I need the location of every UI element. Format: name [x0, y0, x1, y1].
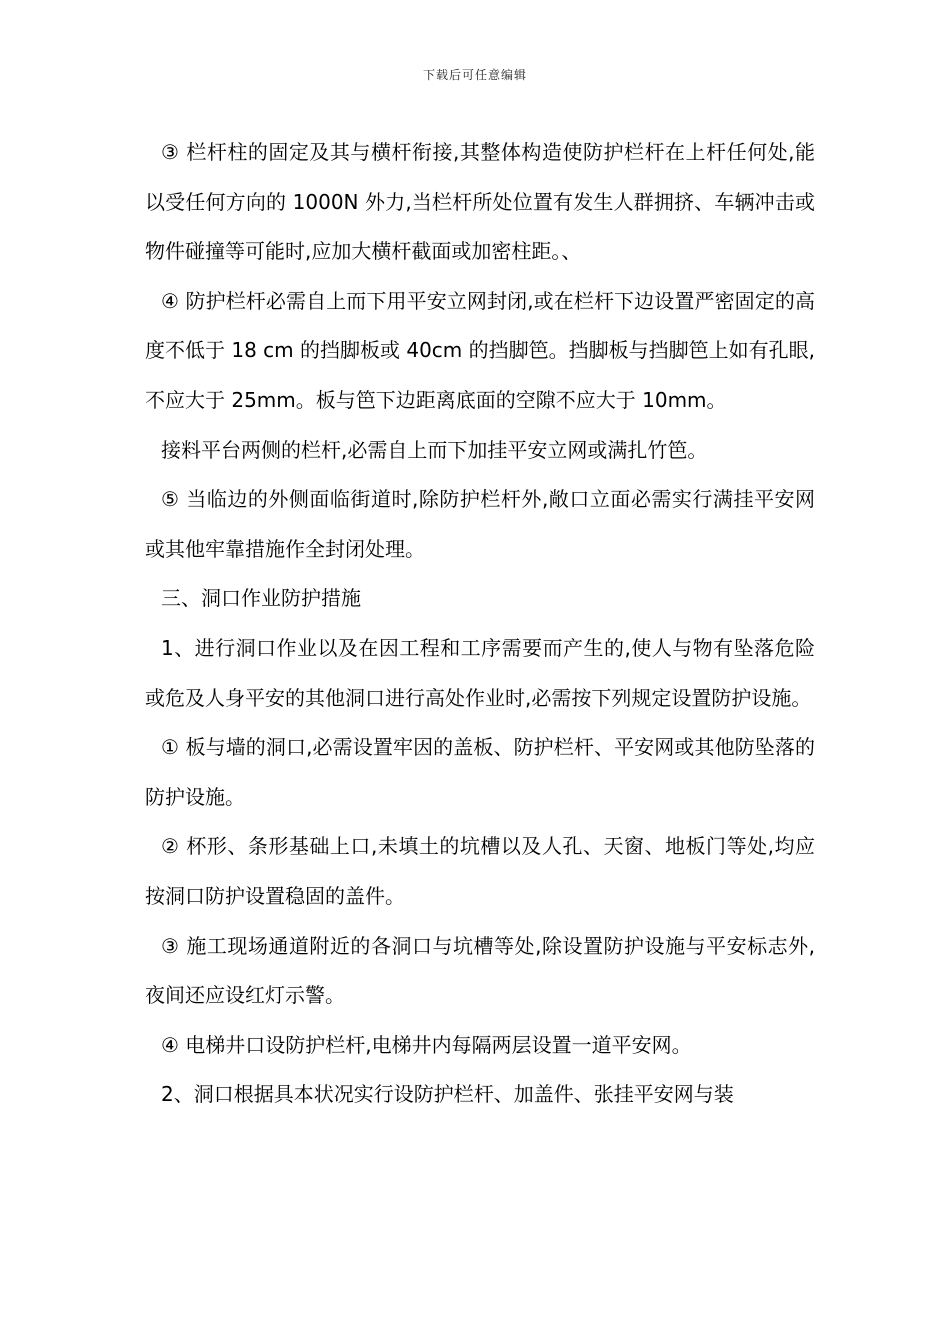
- paragraph-railing-closure: ④ 防护栏杆必需自上而下用平安立网封闭,或在栏杆下边设置严密固定的高度不低于 18 cm 的挡脚板或 40cm 的挡脚笆。挡脚板与挡脚笆上如有孔眼,不应大于 25mm。板与笆下边距离底面的空隙不应大于 10mm。: [145, 288, 815, 412]
- document-body: [145, 128, 815, 1120]
- paragraph-opening-work: 1、进行洞口作业以及在因工程和工序需要而产生的,使人与物有坠落危险或危及人身平安的其他洞口进行高处作业时,必需按下列规定设置防护设施。: [145, 635, 815, 710]
- paragraph-street-side: ⑤ 当临边的外侧面临街道时,除防护栏杆外,敞口立面必需实行满挂平安网或其他牢靠措施作全封闭处理。: [145, 487, 815, 561]
- paragraph-passage-opening: ③ 施工现场通道附近的各洞口与坑槽等处,除设置防护设施与平安标志外,夜间还应设红灯示警。: [145, 933, 815, 1008]
- page-header: 下载后可任意编辑: [422, 68, 527, 82]
- paragraph-foundation-opening: ② 杯形、条形基础上口,未填土的坑槽以及人孔、天窗、地板门等处,均应按洞口防护设置稳固的盖件。: [145, 834, 815, 908]
- section-heading-opening-protection: 三、洞口作业防护措施: [161, 586, 361, 611]
- paragraph-opening-measures: 2、洞口根据具本状况实行设防护栏杆、加盖件、张挂平安网与装: [161, 1082, 734, 1107]
- paragraph-elevator-shaft: ④ 电梯井口设防护栏杆,电梯井内每隔两层设置一道平安网。: [161, 1032, 692, 1057]
- paragraph-platform-railing: 接料平台两侧的栏杆,必需自上而下加挂平安立网或满扎竹笆。: [161, 437, 708, 462]
- paragraph-railing-post-fixing: ③ 栏杆柱的固定及其与横杆衔接,其整体构造使防护栏杆在上杆任何处,能以受任何方向的 1000N 外力,当栏杆所处位置有发生人群拥挤、车辆冲击或物件碰撞等可能时,应加大横杆截面或加密柱距。、: [145, 140, 815, 264]
- paragraph-slab-wall-opening: ① 板与墙的洞口,必需设置牢因的盖板、防护栏杆、平安网或其他防坠落的防护设施。: [145, 735, 815, 809]
